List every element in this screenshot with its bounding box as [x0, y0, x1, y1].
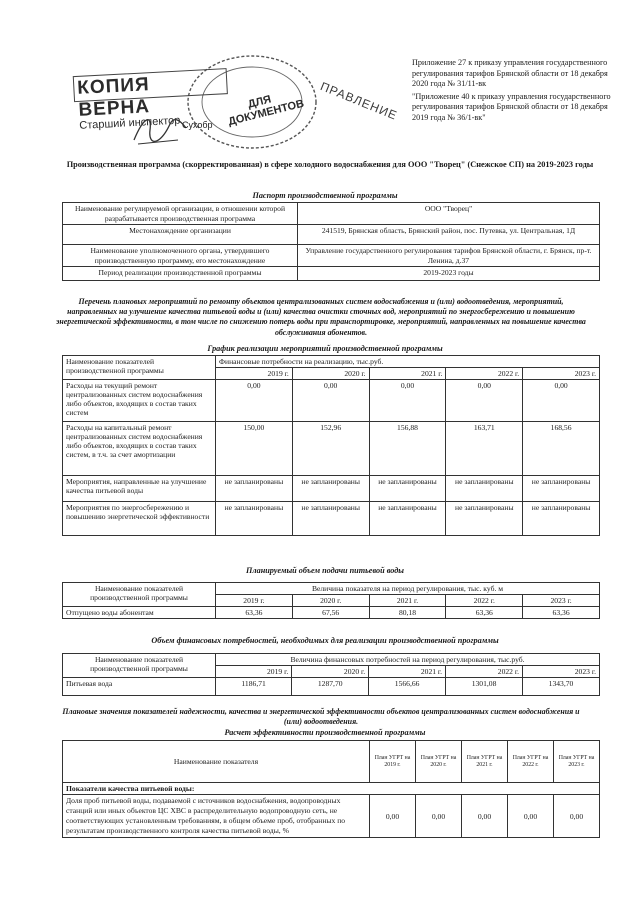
table-row [63, 245, 600, 267]
finance-heading: Объем финансовых потребностей, необходимых для реализации производственной программы [151, 636, 499, 645]
cell-value: 0,00 [523, 380, 600, 422]
cell-value: 0,00 [554, 795, 600, 838]
cell-value: 156,88 [369, 422, 446, 476]
cell-value: 0,00 [508, 795, 554, 838]
cell-value: 63,36 [446, 607, 523, 619]
cell-value: не запланированы [446, 502, 523, 536]
cell-value: 0,00 [292, 380, 369, 422]
efficiency-table [62, 740, 600, 838]
cell-value: 152,96 [292, 422, 369, 476]
cell-value: не запланированы [292, 476, 369, 502]
row-label: Питьевая вода [63, 678, 216, 696]
passport-heading: Паспорт производственной программы [252, 191, 398, 200]
table-row [63, 678, 600, 696]
row-label: Отпущено воды абонентам [63, 607, 216, 619]
plan-header: План УГРТ на 2021 г. [462, 741, 508, 783]
cell-value: 0,00 [370, 795, 416, 838]
program-title: Производственная программа (скорректированная) в сфере холодного водоснабжения для ООО "Творец" (Снежское СП) на 2019-2023 годы [66, 160, 594, 169]
cell-value: 80,18 [369, 607, 446, 619]
appendix-note-2: "Приложение 40 к приказу управления государственного регулирования тарифов Брянской области от 18 декабря 2019 года № 36/1-вк" [412, 91, 611, 122]
row-label: Мероприятия по энергосбережению и повышению энергетической эффективности [63, 502, 216, 536]
year-header: 2021 г. [369, 595, 446, 607]
cell-value: не запланированы [446, 476, 523, 502]
table-row [63, 476, 600, 502]
row-label: Мероприятия, направленные на улучшение качества питьевой воды [63, 476, 216, 502]
cell-value: 0,00 [369, 380, 446, 422]
cell-value: 0,00 [416, 795, 462, 838]
passport-value: ООО "Творец" [298, 203, 600, 225]
table-row [63, 502, 600, 536]
plan-header: План УГРТ на 2022 г. [508, 741, 554, 783]
passport-value: 2019-2023 годы [298, 267, 600, 281]
cell-value: 63,36 [216, 607, 293, 619]
table-row [63, 607, 600, 619]
cell-value: 0,00 [216, 380, 293, 422]
table-row [63, 267, 600, 281]
efficiency-heading: Расчет эффективности производственной программы [224, 728, 426, 737]
year-header: 2021 г. [369, 368, 446, 380]
volume-heading: Планируемый объем подачи питьевой воды [246, 566, 404, 575]
col-label-header: Наименование показателей производственной программы [63, 583, 216, 607]
row-label: Расходы на капитальный ремонт централизованных систем водоснабжения либо объектов, входящих в состав таких систем, в т.ч. за счет амортизации [63, 422, 216, 476]
year-header: 2021 г. [369, 666, 446, 678]
year-header: 2019 г. [216, 368, 293, 380]
finance-table [62, 653, 600, 696]
year-header: 2019 г. [216, 666, 292, 678]
plan-header: План УГРТ на 2019 г. [370, 741, 416, 783]
col-label-header: Наименование показателей производственной программы [63, 356, 216, 380]
col-group-header: Величина финансовых потребностей на период регулирования, тыс.руб. [216, 654, 600, 666]
stamp-copy-title: КОПИЯ ВЕРНА [76, 74, 151, 121]
signature [130, 110, 190, 155]
plan-header: План УГРТ на 2023 г. [554, 741, 600, 783]
passport-value: Управление государственного регулирования тарифов Брянской области, г. Брянск, пр-т. Ленина, д.37 [298, 245, 600, 267]
cell-value: 0,00 [462, 795, 508, 838]
year-header: 2020 г. [292, 368, 369, 380]
reliability-text: Плановые значения показателей надежности, качества и энергетической эффективности объектов централизованных систем водоснабжения и (или) водоотведения. [62, 707, 580, 727]
stamp-partial-text: ПРАВЛЕНИЕ [318, 79, 400, 123]
year-header: 2023 г. [523, 666, 600, 678]
schedule-heading: График реализации мероприятий производственной программы [207, 344, 443, 353]
table-row [63, 795, 600, 838]
cell-value: 1566,66 [369, 678, 446, 696]
row-label: Расходы на текущий ремонт централизованных систем водоснабжения либо объектов, входящих в состав таких систем [63, 380, 216, 422]
col-label-header: Наименование показателя [63, 741, 370, 783]
cell-value: не запланированы [292, 502, 369, 536]
col-group-header: Величина показателя на период регулирования, тыс. куб. м [216, 583, 600, 595]
stamp-copy-role: Старший инспектор [79, 114, 181, 132]
year-header: 2023 г. [523, 595, 600, 607]
cell-value: 67,56 [292, 607, 369, 619]
appendix-note [412, 58, 612, 126]
cell-value: не запланированы [369, 502, 446, 536]
volume-table [62, 582, 600, 619]
table-row [63, 741, 600, 783]
cell-value: 150,00 [216, 422, 293, 476]
table-row [63, 422, 600, 476]
cell-value: не запланированы [523, 476, 600, 502]
cell-value: 1186,71 [216, 678, 292, 696]
passport-label: Период реализации производственной программы [63, 267, 298, 281]
year-header: 2020 г. [292, 595, 369, 607]
cell-value: 168,56 [523, 422, 600, 476]
table-row [63, 654, 600, 666]
schedule-table [62, 355, 600, 536]
stamp-for-documents: ДЛЯ ДОКУМЕНТОВ [227, 93, 306, 129]
table-row [63, 380, 600, 422]
cell-value: 0,00 [446, 380, 523, 422]
passport-label: Наименование уполномоченного органа, утвердившего производственную программу, его местонахождение [63, 245, 298, 267]
passport-table [62, 202, 600, 281]
table-row [63, 225, 600, 245]
section-header: Показатели качества питьевой воды: [63, 783, 600, 795]
year-header: 2020 г. [292, 666, 369, 678]
appendix-note-1: Приложение 27 к приказу управления государственного регулирования тарифов Брянской области от 18 декабря 2020 года № 31/11-вк [412, 58, 608, 89]
passport-label: Местонахождение организации [63, 225, 298, 245]
table-row [63, 783, 600, 795]
cell-value: 1301,08 [446, 678, 523, 696]
year-header: 2022 г. [446, 368, 523, 380]
col-group-header: Финансовые потребности на реализацию, тыс.руб. [216, 356, 600, 368]
table-row [63, 356, 600, 368]
cell-value: 63,36 [523, 607, 600, 619]
cell-value: 1343,70 [523, 678, 600, 696]
year-header: 2019 г. [216, 595, 293, 607]
cell-value: не запланированы [523, 502, 600, 536]
table-row [63, 583, 600, 595]
cell-value: не запланированы [216, 502, 293, 536]
cell-value: 163,71 [446, 422, 523, 476]
plan-header: План УГРТ на 2020 г. [416, 741, 462, 783]
cell-value: не запланированы [216, 476, 293, 502]
cell-value: 1287,70 [292, 678, 369, 696]
signature-label: Сухобр [182, 120, 213, 130]
passport-value: 241519, Брянская область, Брянский район, пос. Путевка, ул. Центральная, 1Д [298, 225, 600, 245]
year-header: 2022 г. [446, 595, 523, 607]
col-label-header: Наименование показателей производственной программы [63, 654, 216, 678]
cell-value: не запланированы [369, 476, 446, 502]
year-header: 2023 г. [523, 368, 600, 380]
year-header: 2022 г. [446, 666, 523, 678]
passport-label: Наименование регулируемой организации, в отношении которой разрабатывается производственная программа [63, 203, 298, 225]
table-row [63, 203, 600, 225]
row-label: Доля проб питьевой воды, подаваемой с источников водоснабжения, водопроводных станций или иных объектов ЦС ХВС в распределительную водопроводную сеть, не соответствующих установленным требованиям, в общем объеме проб, отобранных по результатам производственного контроля качества питьевой воды, % [63, 795, 370, 838]
measures-text: Перечень плановых мероприятий по ремонту объектов централизованных систем водоснабжения и (или) водоотведения, мероприятий, направленных на улучшение качества питьевой воды и (или) качества очистки сточных вод, мероприятий по энергосбережению и повышению энергетической эффективности, в том числе по снижению потерь воды при транспортировке, мероприятий, направленных на повышение качества обслуживания абонентов. [56, 297, 586, 337]
